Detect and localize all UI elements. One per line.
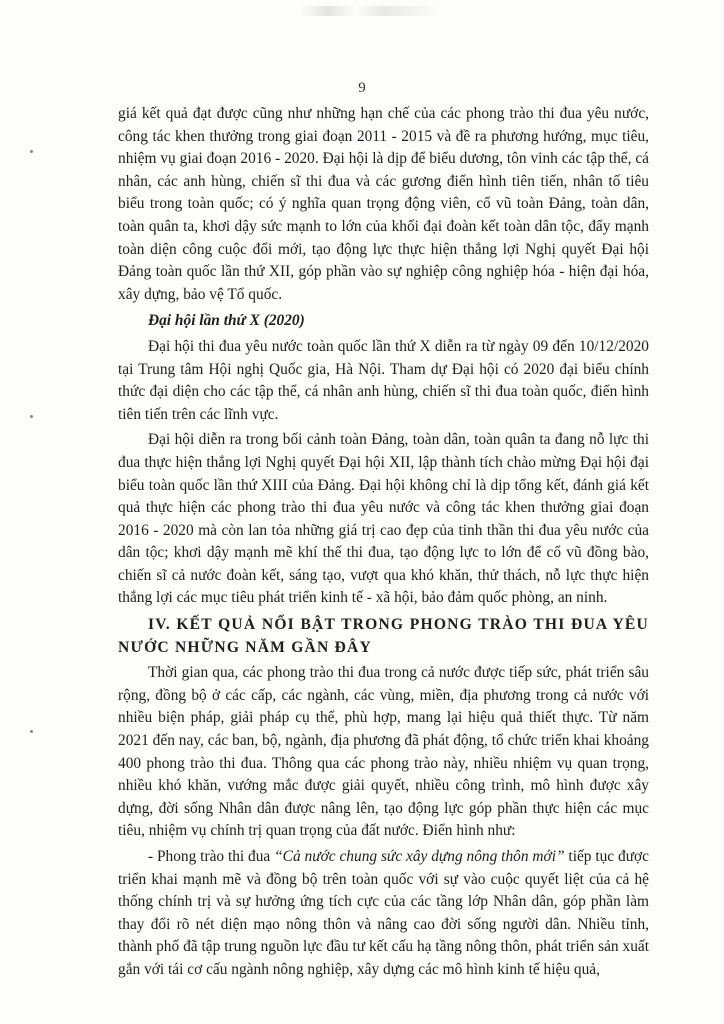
scan-smudge (300, 6, 440, 16)
paragraph-prefix: - Phong trào thi đua (148, 848, 275, 865)
paragraph-suffix: tiếp tục được triển khai mạnh mẽ và đồng bộ trên toàn quốc với sự vào cuộc quyết liệt của cả hệ thống chính trị và sự hưởng ứng tích cực của các tầng lớp Nhân dân, góp phần làm thay đổi rõ nét diện mạo nông thôn và nâng cao đời sống người dân. Nhiều tỉnh, thành phố đã tập trung nguồn lực đầu tư kết cấu hạ tầng nông thôn, phát triển sản xuất gắn với tái cơ cấu ngành nông nghiệp, xây dựng các mô hình kinh tế hiệu quả, (118, 848, 649, 978)
page-number: 9 (358, 80, 366, 96)
paragraph: Đại hội thi đua yêu nước toàn quốc lần thứ X diễn ra từ ngày 09 đến 10/12/2020 tại Trung tâm Hội nghị Quốc gia, Hà Nội. Tham dự Đại hội có 2020 đại biểu chính thức đại diện cho các tập thể, cá nhân anh hùng, chiến sĩ thi đua toàn quốc, điển hình tiên tiến trên các lĩnh vực. (118, 337, 649, 423)
section-heading-iv: IV. KẾT QUẢ NỔI BẬT TRONG PHONG TRÀO THI ĐUA YÊU NƯỚC NHỮNG NĂM GẦN ĐÂY (118, 616, 649, 656)
paragraph-movement (118, 846, 649, 982)
section-heading-dai-hoi-x: Đại hội lần thứ X (2020) (148, 312, 305, 330)
scan-speck (30, 150, 33, 153)
document-body (118, 103, 649, 985)
scan-speck (30, 415, 33, 418)
movement-name-quote: “Cả nước chung sức xây dựng nông thôn mới” (274, 848, 565, 865)
paragraph: Đại hội diễn ra trong bối cảnh toàn Đảng, toàn dân, toàn quân ta đang nỗ lực thi đua thực hiện thắng lợi Nghị quyết Đại hội XII, lập thành tích chào mừng Đại hội đại biểu toàn quốc lần thứ XIII của Đảng. Đại hội không chỉ là dịp tổng kết, đánh giá kết quả thực hiện các phong trào thi đua yêu nước và công tác khen thưởng giai đoạn 2016 - 2020 mà còn lan tỏa những giá trị cao đẹp của tinh thần thi đua yêu nước của dân tộc; khơi dậy mạnh mẽ khí thế thi đua, tạo động lực to lớn để cổ vũ đồng bào, chiến sĩ cả nước đoàn kết, sáng tạo, vượt qua khó khăn, thử thách, nỗ lực thực hiện thắng lợi các mục tiêu phát triển kinh tế - xã hội, bảo đảm quốc phòng, an ninh. (118, 431, 649, 607)
paragraph: Thời gian qua, các phong trào thi đua trong cả nước được tiếp sức, phát triển sâu rộng, đồng bộ ở các cấp, các ngành, các vùng, miền, địa phương trong cả nước với nhiều biện pháp, giải pháp cụ thể, phù hợp, mang lại hiệu quả thiết thực. Từ năm 2021 đến nay, các ban, bộ, ngành, địa phương đã phát động, tổ chức triển khai khoảng 400 phong trào thi đua. Thông qua các phong trào này, nhiều nhiệm vụ quan trọng, nhiều khó khăn, vướng mắc được giải quyết, nhiều công trình, mô hình được xây dựng, đời sống Nhân dân được nâng lên, tạo động lực góp phần thực hiện các mục tiêu, nhiệm vụ chính trị quan trọng của đất nước. Điển hình như: (118, 664, 649, 840)
paragraph-continuation: giá kết quả đạt được cũng như những hạn chế của các phong trào thi đua yêu nước, công tác khen thưởng trong giai đoạn 2011 - 2015 và đề ra phương hướng, mục tiêu, nhiệm vụ giai đoạn 2016 - 2020. Đại hội là dịp để biểu dương, tôn vinh các tập thể, cá nhân, các anh hùng, chiến sĩ thi đua và các gương điển hình tiên tiến, nhân tố tiêu biểu trong toàn quốc; có ý nghĩa quan trọng động viên, cổ vũ toàn Đảng, toàn dân, toàn quân ta, khơi dậy sức mạnh to lớn của khối đại đoàn kết toàn dân tộc, đẩy mạnh toàn diện công cuộc đổi mới, tạo động lực thực hiện thắng lợi Nghị quyết Đại hội Đảng toàn quốc lần thứ XII, góp phần vào sự nghiệp công nghiệp hóa - hiện đại hóa, xây dựng, bảo vệ Tổ quốc. (118, 105, 649, 303)
scan-speck (30, 730, 33, 733)
